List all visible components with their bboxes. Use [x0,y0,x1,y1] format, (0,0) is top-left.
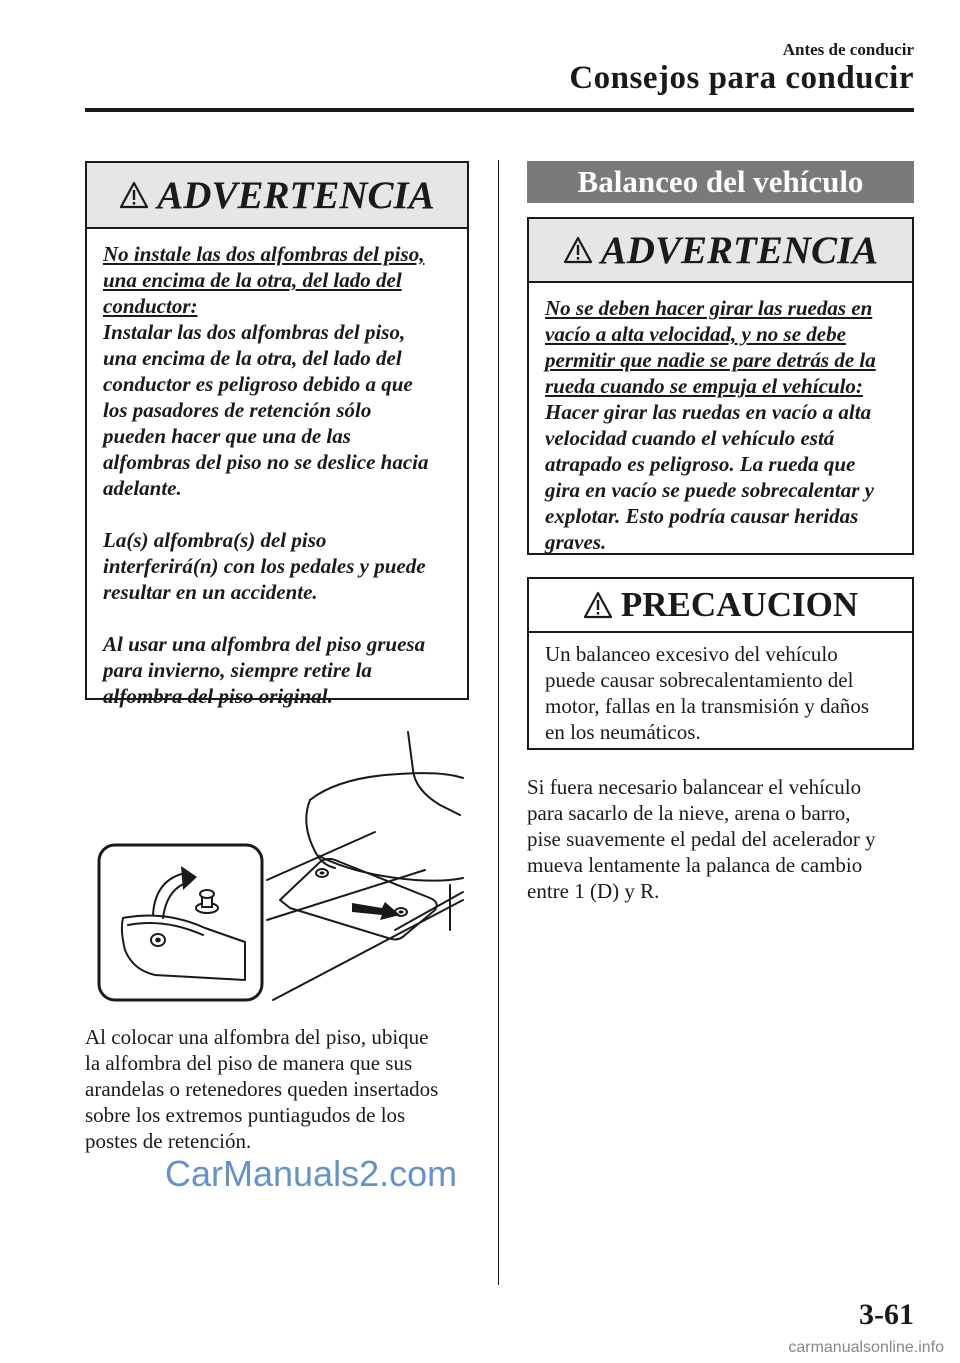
warning-box-header [87,163,467,229]
warning-text-line: los pasadores de retención sólo [103,398,372,422]
header-rule [85,108,914,112]
footer-site-link[interactable]: carmanualsonline.info [788,1339,944,1356]
text-line: Si fuera necesario balancear el vehículo [527,775,862,799]
text-line: postes de retención. [85,1129,252,1153]
warning-title: ADVERTENCIA [600,228,879,272]
warning-text-line: adelante. [103,476,182,500]
warning-box-header [529,219,912,283]
warning-text-line: alfombra del piso original. [103,684,333,708]
watermark: CarManuals2.com [165,1153,458,1194]
text-line: Al colocar una alfombra del piso, ubique [85,1025,429,1049]
section-banner-vehicle-rocking: Balanceo del vehículo [527,161,914,203]
caution-text-line: motor, fallas en la transmisión y daños [545,694,870,718]
warning-body [529,283,912,555]
warning-box-wheel-spin [527,217,914,555]
warning-text-line: Hacer girar las ruedas en vacío a alta [545,400,872,424]
page-number: 3-61 [859,1298,914,1331]
warning-text-line: velocidad cuando el vehículo está [545,426,835,450]
floor-mat-instructions [85,1024,438,1154]
warning-text-line: para invierno, siempre retire la [103,658,372,682]
section-title: Consejos para conducir [569,60,914,96]
warning-heading-line: No se deben hacer girar las ruedas en [545,296,873,320]
warning-box-floor-mats [85,161,469,708]
warning-text-line: La(s) alfombra(s) del piso [103,528,327,552]
chapter-title: Antes de conducir [782,40,914,59]
warning-text-line: Instalar las dos alfombras del piso, [103,320,406,344]
warning-heading-line: No instale las dos alfombras del piso, [103,242,425,266]
caution-body [529,633,912,745]
caution-text-line: puede causar sobrecalentamiento del [545,668,854,692]
text-line: sobre los extremos puntiagudos de los [85,1103,406,1127]
text-line: pise suavemente el pedal del acelerador y [527,827,876,851]
caution-box [527,577,914,750]
caution-box-header [529,579,912,633]
warning-heading-line: rueda cuando se empuja el vehículo: [545,374,863,398]
warning-text-line: explotar. Esto podría causar heridas [545,504,859,528]
warning-text-line: una encima de la otra, del lado del [103,346,402,370]
warning-text-line: conductor es peligroso debido a que [103,372,413,396]
warning-title: ADVERTENCIA [157,173,435,217]
text-line: para sacarlo de la nieve, arena o barro, [527,801,851,825]
warning-body [87,229,467,709]
warning-triangle-icon [583,591,613,619]
text-line: entre 1 (D) y R. [527,879,660,903]
vehicle-rocking-instructions [527,774,876,904]
warning-triangle-icon [563,236,593,264]
warning-text-line: graves. [545,530,607,554]
warning-heading-line: permitir que nadie se pare detrás de la [545,348,876,372]
caution-text-line: Un balanceo excesivo del vehículo [545,642,838,666]
warning-text-line: Al usar una alfombra del piso gruesa [103,632,426,656]
warning-text-line: resultar en un accidente. [103,580,318,604]
warning-heading-line: conductor: [103,294,198,318]
warning-text-line: gira en vacío se puede sobrecalentar y [545,478,874,502]
warning-heading-line: vacío a alta velocidad, y no se debe [545,322,846,346]
text-line: la alfombra del piso de manera que sus [85,1051,413,1075]
caution-title: PRECAUCION [620,585,859,624]
warning-text-line: pueden hacer que una de las [103,424,351,448]
text-line: arandelas o retenedores queden insertados [85,1077,439,1101]
floor-mat-retention-illustration [95,730,470,1015]
caution-text-line: en los neumáticos. [545,720,701,744]
text-line: mueva lentamente la palanca de cambio [527,853,863,877]
warning-text-line: alfombras del piso no se deslice hacia [103,450,429,474]
warning-triangle-icon [119,181,149,209]
warning-text-line: interferirá(n) con los pedales y puede [103,554,426,578]
warning-text-line: atrapado es peligroso. La rueda que [545,452,856,476]
column-divider [498,160,499,1285]
warning-heading-line: una encima de la otra, del lado del [103,268,402,292]
